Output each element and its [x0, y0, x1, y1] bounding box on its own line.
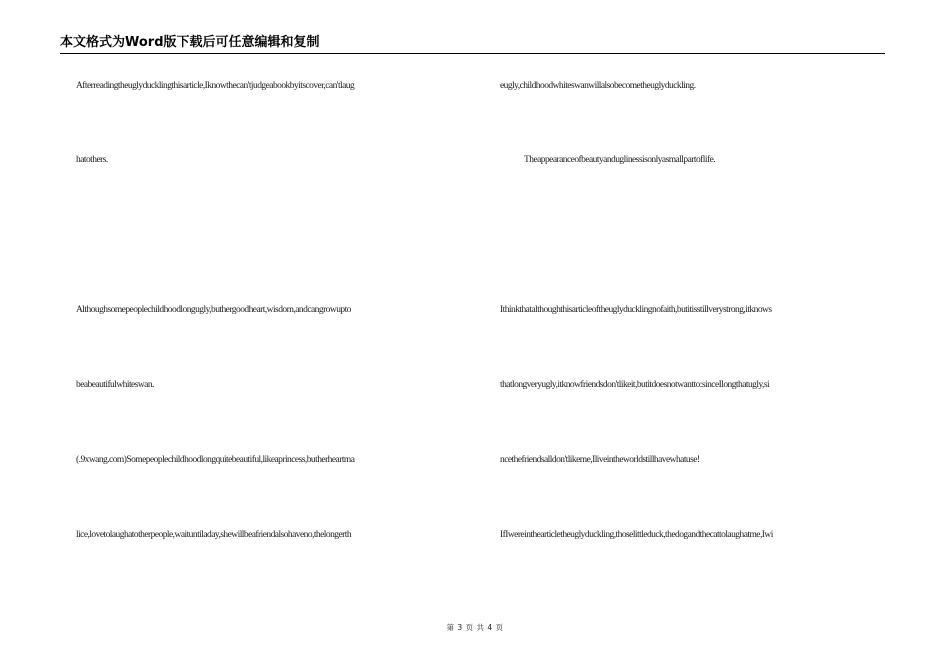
right-column-line: IfIwereinthearticletheuglyduckling,thoselittleduck,thedogandthecattolaughatme,Iwi: [500, 530, 773, 540]
page-number-footer: 第 3 页 共 4 页: [446, 623, 504, 632]
right-column-line: eugly,childhoodwhiteswanwillalsobecometheuglyduckling.: [500, 81, 696, 91]
left-column-line: (.9xwang.com)Somepeoplechildhoodlongquitebeautiful,likeaprincess,butherheartma: [76, 455, 355, 465]
left-column-line: Althoughsomepeoplechildhoodlongugly,buthergoodheart,wisdom,andcangrowupto: [76, 305, 351, 315]
left-column-line: beabeautifulwhiteswan.: [76, 380, 154, 390]
document-header-title: 本文格式为Word版下载后可任意编辑和复制: [60, 35, 320, 50]
left-column-line: Afterreadingtheuglyducklingthisarticle,Iknowthecan'tjudgeabookbyitscover,can'tlaug: [76, 81, 355, 91]
right-column-line: Theappearanceofbeautyanduglinessisonlyasmallpartoflife.: [524, 155, 716, 165]
right-column-line: Ithinkthatalthoughthisarticleoftheuglyducklingnofaith,butitisstillverystrong,itknows: [500, 305, 772, 315]
right-column-line: thatlongveryugly,itknowfriendsdon'tlikeit,butitdoesnotwantto:sinceIlongthatugly,si: [500, 380, 770, 390]
header-divider: [60, 53, 885, 54]
left-column-line: lice,lovetolaughatotherpeople,waituntiladay,shewillbeafriendalsohaveno,thelongerth: [76, 530, 352, 540]
right-column-line: ncethefriendsalldon'tlikeme,Iliveintheworldstillhavewhatuse!: [500, 455, 700, 465]
page-header: [60, 33, 885, 52]
left-column-line: hatothers.: [76, 155, 108, 165]
